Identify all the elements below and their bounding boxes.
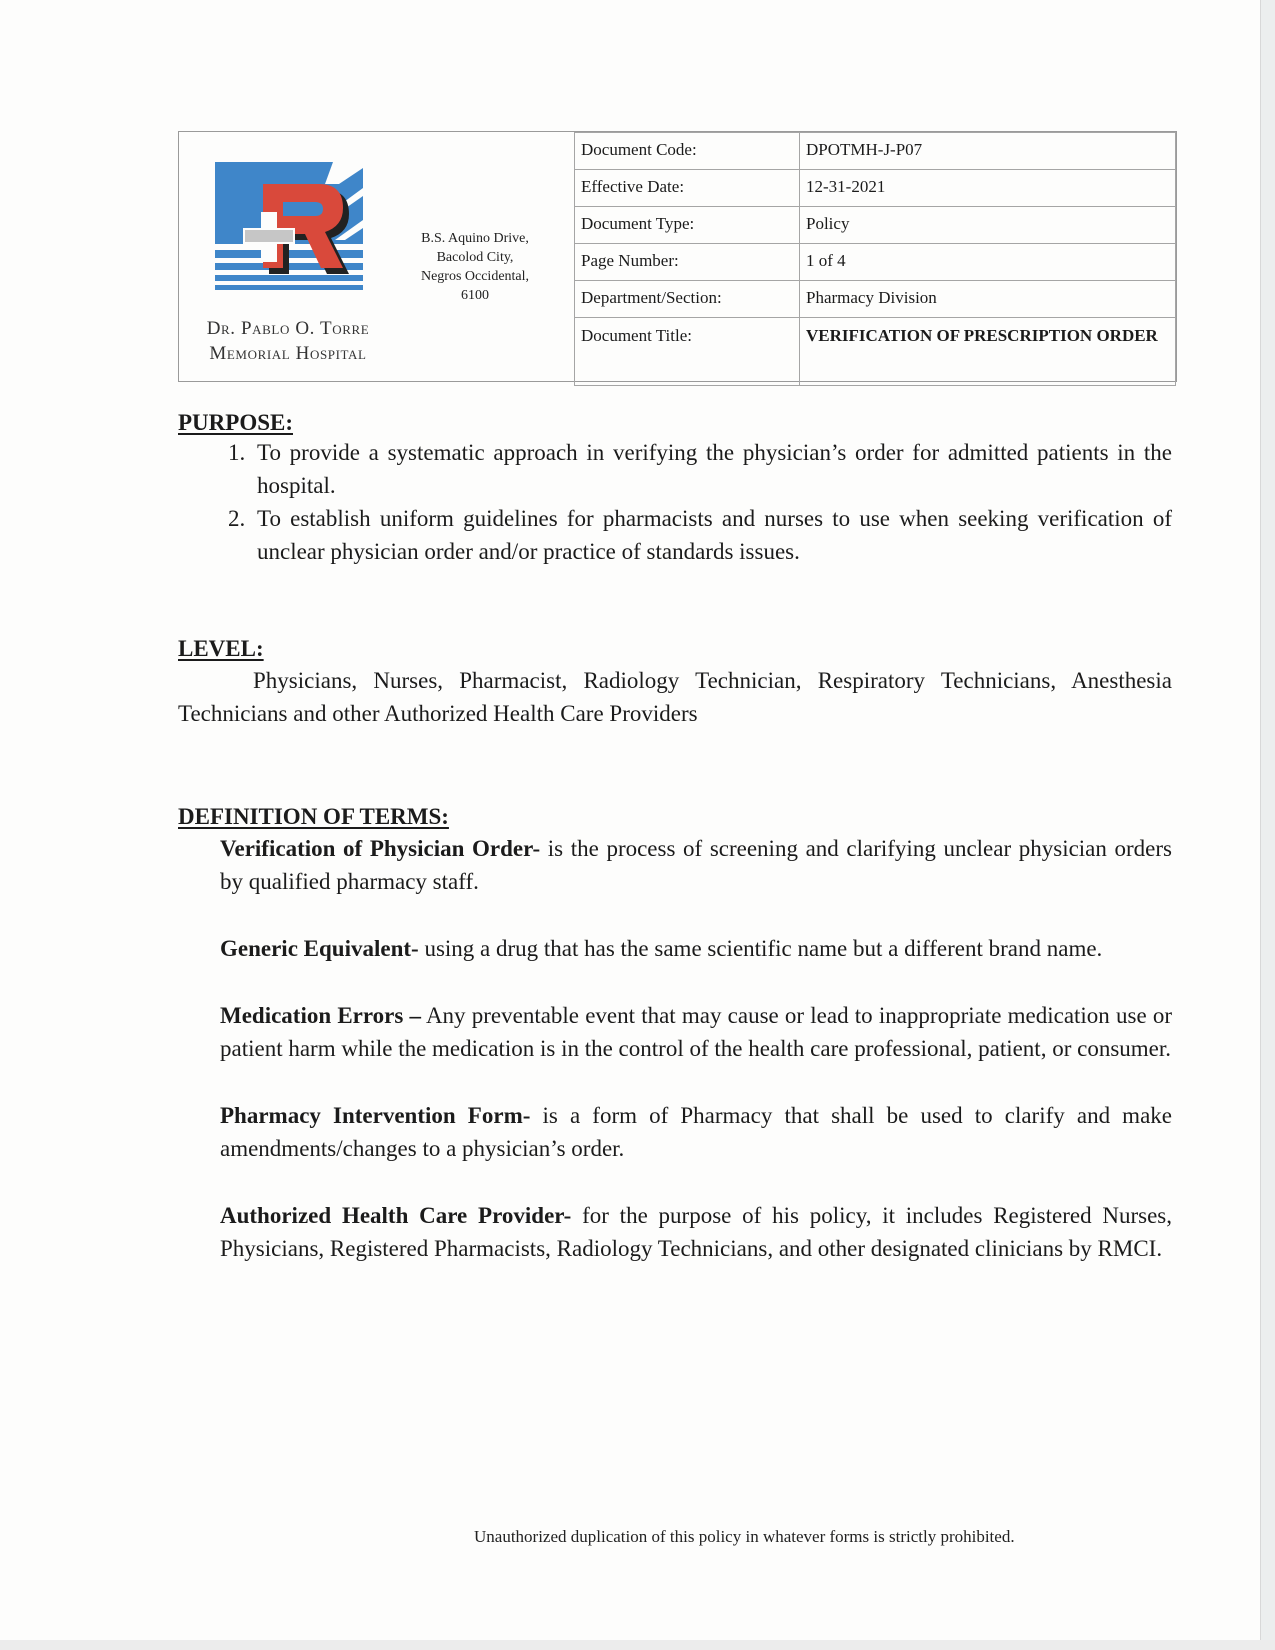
document-title-label: Document Title: — [575, 318, 800, 386]
hospital-name-line1: Dr. Pablo O. Torre — [206, 318, 370, 339]
address-line: Negros Occidental, — [420, 269, 530, 284]
address-line: B.S. Aquino Drive, — [421, 231, 529, 246]
term-definition: Any preventable event that may cause or lead to inappropriate medication use or patient harm while the medication is in the control of the health care professional, patient, or consumer. — [220, 1003, 1173, 1061]
purpose-section — [178, 410, 1172, 568]
address-line: Bacolod City, — [436, 250, 514, 265]
hospital-address — [405, 229, 545, 305]
definitions-section — [178, 804, 1172, 1265]
definition-item — [220, 1199, 1172, 1265]
page-edge — [1260, 0, 1275, 1650]
term-name: Verification of Physician Order- — [220, 836, 541, 861]
level-heading: LEVEL: — [178, 636, 264, 661]
definitions-heading: DEFINITION OF TERMS: — [178, 804, 449, 829]
definition-item — [220, 999, 1172, 1065]
document-code-value: DPOTMH-J-P07 — [800, 133, 1176, 170]
term-definition: using a drug that has the same scientific name but a different brand name. — [418, 936, 1103, 961]
term-definition: for the purpose of his policy, it includes Registered Nurses, Physicians, Registered Pharmacists, Radiology Technicians, and other designated clinicians by RMCI. — [220, 1203, 1172, 1261]
term-name: Authorized Health Care Provider- — [220, 1203, 572, 1228]
term-definition: is the process of screening and clarifying unclear physician orders by qualified pharmacy staff. — [220, 836, 1172, 894]
term-name: Pharmacy Intervention Form- — [220, 1103, 531, 1128]
list-item: 1. To provide a systematic approach in verifying the physician’s order for admitted patients in the hospital. — [251, 436, 1172, 502]
table-row — [575, 281, 1176, 318]
definition-item — [220, 1099, 1172, 1165]
hospital-name-line2: Memorial Hospital — [209, 343, 367, 364]
table-row — [575, 318, 1176, 386]
term-name: Medication Errors – — [220, 1003, 422, 1028]
logo-cell — [179, 132, 575, 381]
hospital-name — [183, 316, 393, 366]
document-code-label: Document Code: — [575, 133, 800, 170]
address-line: 6100 — [461, 288, 489, 303]
effective-date-label: Effective Date: — [575, 170, 800, 207]
footer-notice: Unauthorized duplication of this policy in whatever forms is strictly prohibited. — [474, 1527, 1015, 1546]
document-type-value: Policy — [800, 207, 1176, 244]
effective-date-value: 12-31-2021 — [800, 170, 1176, 207]
department-value: Pharmacy Division — [800, 281, 1176, 318]
purpose-list — [178, 436, 1172, 568]
term-definition: is a form of Pharmacy that shall be used to clarify and make amendments/changes to a physician’s order. — [220, 1103, 1172, 1161]
term-name: Generic Equivalent- — [220, 936, 419, 961]
definition-item — [220, 932, 1172, 965]
table-row — [575, 170, 1176, 207]
purpose-heading: PURPOSE: — [178, 410, 293, 435]
page-number-value: 1 of 4 — [800, 244, 1176, 281]
level-section — [178, 636, 1172, 730]
department-label: Department/Section: — [575, 281, 800, 318]
document-type-label: Document Type: — [575, 207, 800, 244]
level-text: Physicians, Nurses, Pharmacist, Radiology Technician, Respiratory Technicians, Anesthesia Technicians and other Authorized Health Care Providers — [178, 668, 1172, 726]
document-info-table — [574, 132, 1176, 386]
page-edge-bottom — [0, 1640, 1275, 1650]
document-header — [178, 131, 1177, 382]
table-row — [575, 133, 1176, 170]
page-number-label: Page Number: — [575, 244, 800, 281]
table-row — [575, 207, 1176, 244]
definition-item — [220, 832, 1172, 898]
list-item: 2. To establish uniform guidelines for pharmacists and nurses to use when seeking verification of unclear physician order and/or practice of standards issues. — [251, 502, 1172, 568]
table-row — [575, 244, 1176, 281]
hospital-logo-icon — [215, 162, 373, 298]
document-title-value: VERIFICATION OF PRESCRIPTION ORDER — [800, 318, 1176, 386]
